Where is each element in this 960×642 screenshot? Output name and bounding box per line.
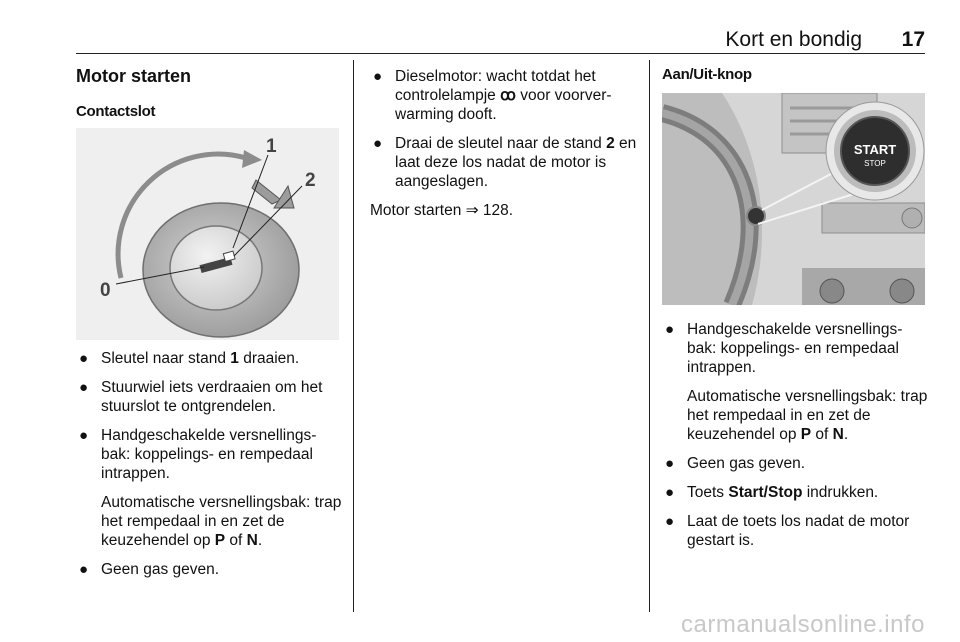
list-item: ● Handgeschakelde versnellings-bak: koppelings- en rempedaal intrappen. Automatische versnellingsbak: trap het rempedaal in en zet de keuzehendel op P of N. [76,426,344,550]
bullet: ● [79,561,89,578]
bullet: ● [79,379,89,396]
list-item: ● Geen gas geven. [79,561,220,578]
header-rule [76,53,925,54]
list-subparagraph: Automatische versnellingsbak: trap het rempedaal in en zet de keuzehendel op P of N. [687,388,928,443]
start-label: START [853,142,897,157]
list-item: ● Dieselmotor: wacht totdat het controlelampje ꝏ voor voorver-warming dooft. [373,68,612,123]
preheat-lamp-icon: ꝏ [500,87,516,104]
stop-label: STOP [864,159,886,168]
left-subtitle: Contactslot [76,103,156,120]
bullet: ● [665,484,675,501]
list-item: ● Draai de sleutel naar de stand 2 en laat deze los nadat de motor is aangeslagen. [373,135,637,190]
list-subparagraph: Automatische versnellingsbak: trap het rempedaal in en zet de keuzehendel op P of N. [101,494,342,549]
list-item: ● Sleutel naar stand 1 draaien. [79,350,300,367]
left-column-text [76,349,344,589]
column-divider-right [649,60,650,612]
column-divider-left [353,60,354,612]
right-column-text [662,320,930,560]
page-reference: Motor starten ⇒ 128. [370,202,514,219]
bullet: ● [79,427,89,444]
bullet: ● [79,350,89,367]
header-title: Kort en bondig [725,28,862,51]
footer-watermark: carmanualsonline.info [681,611,925,638]
bullet: ● [665,455,675,472]
label-position-0: 0 [100,280,111,301]
ignition-lock-figure [76,128,339,340]
label-position-2: 2 [305,170,316,191]
list-item: ● Handgeschakelde versnellings-bak: koppelings- en rempedaal intrappen. Automatische versnellingsbak: trap het rempedaal in en zet de keuzehendel op P of N. [662,320,930,444]
right-subtitle: Aan/Uit-knop [662,66,752,83]
reference-arrow-icon: ⇒ [465,202,479,219]
label-position-1: 1 [266,136,277,157]
page-number: 17 [901,28,925,51]
bullet: ● [665,513,675,530]
start-stop-figure [662,93,925,305]
bullet: ● [665,321,675,338]
list-item: ● Toets Start/Stop indrukken. [665,484,879,501]
section-title: Motor starten [76,66,192,86]
middle-column-text [370,67,638,220]
list-item: ● Geen gas geven. [665,455,806,472]
list-item: ● Stuurwiel iets verdraaien om het stuurslot te ontgrendelen. [79,379,323,415]
list-item: ● Laat de toets los nadat de motor gestart is. [665,513,910,549]
bullet: ● [373,68,383,85]
bullet: ● [373,135,383,152]
